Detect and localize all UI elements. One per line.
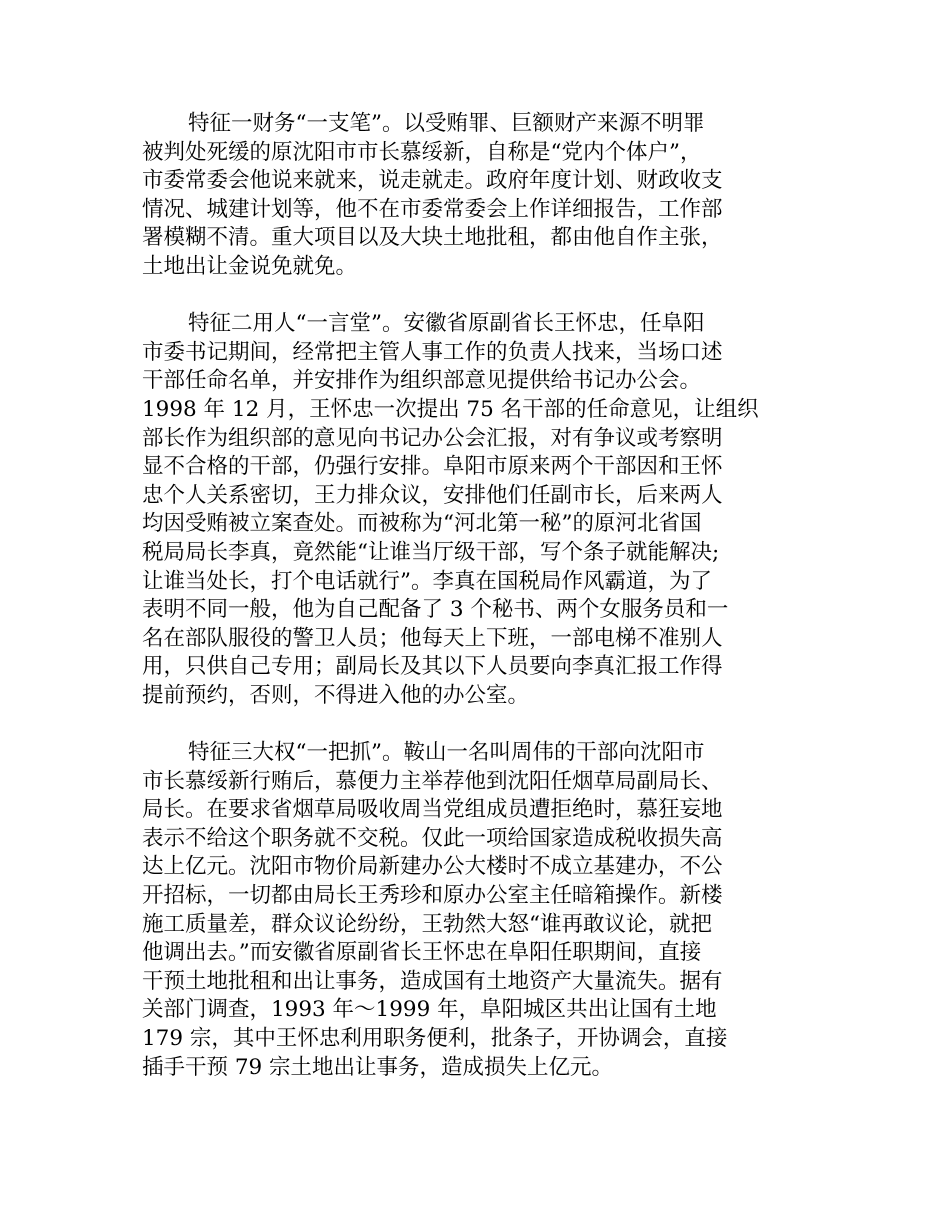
paragraph-line: 局长。在要求省烟草局吸收周当党组成员遭拒绝时，慕狂妄地 [142, 797, 723, 823]
paragraph-line: 名在部队服役的警卫人员；他每天上下班，一部电梯不准别人 [142, 625, 723, 651]
paragraph-gap [142, 282, 812, 311]
paragraph-line: 被判处死缓的原沈阳市市长慕绥新，自称是“党内个体户”， [142, 139, 702, 165]
paragraph-3 [142, 739, 812, 1082]
paragraph-line: 表明不同一般，他为自己配备了 3 个秘书、两个女服务员和一 [142, 597, 729, 623]
paragraph-line: 干部任命名单，并安排作为组织部意见提供给书记办公会。 [142, 368, 702, 394]
paragraph-gap [142, 710, 812, 739]
paragraph-line: 忠个人关系密切，王力排众议，安排他们任副市长，后来两人 [142, 482, 723, 508]
paragraph-line: 干预土地批租和出让事务，造成国有土地资产大量流失。据有 [142, 968, 723, 994]
paragraph-line: 达上亿元。沈阳市物价局新建办公大楼时不成立基建办，不公 [142, 854, 723, 880]
paragraph-line: 市委书记期间，经常把主管人事工作的负责人找来，当场口述 [142, 339, 723, 365]
paragraph-line: 让谁当处长，打个电话就行”。李真在国税局作风霸道，为了 [142, 568, 712, 594]
paragraph-line: 他调出去。”而安徽省原副省长王怀忠在阜阳任职期间，直接 [142, 940, 702, 966]
paragraph-line: 显不合格的干部，仍强行安排。阜阳市原来两个干部因和王怀 [142, 454, 723, 480]
paragraph-2 [142, 310, 812, 710]
paragraph-line: 特征二用人“一言堂”。安徽省原副省长王怀忠，任阜阳 [188, 311, 705, 337]
paragraph-line: 关部门调查，1993 年～1999 年，阜阳城区共出让国有土地 [142, 997, 717, 1023]
paragraph-line: 开招标，一切都由局长王秀珍和原办公室主任暗箱操作。新楼 [142, 883, 723, 909]
paragraph-line: 1998 年 12 月，王怀忠一次提出 75 名干部的任命意见，让组织 [142, 396, 759, 422]
paragraph-line: 表示不给这个职务就不交税。仅此一项给国家造成税收损失高 [142, 825, 723, 851]
paragraph-line: 特征三大权“一把抓”。鞍山一名叫周伟的干部向沈阳市 [188, 740, 705, 766]
paragraph-1 [142, 110, 812, 282]
paragraph-line: 部长作为组织部的意见向书记办公会汇报，对有争议或考察明 [142, 425, 723, 451]
paragraph-line: 179 宗，其中王怀忠利用职务便利，批条子，开协调会，直接 [142, 1026, 728, 1051]
paragraph-line: 市委常委会他说来就来，说走就走。政府年度计划、财政收支 [142, 168, 723, 194]
paragraph-line: 施工质量差，群众议论纷纷，王勃然大怒“谁再敢议论，就把 [142, 911, 712, 937]
paragraph-line: 用，只供自己专用；副局长及其以下人员要向李真汇报工作得 [142, 654, 723, 680]
paragraph-line: 署模糊不清。重大项目以及大块土地批租，都由他自作主张， [142, 225, 723, 251]
paragraph-line: 税局局长李真，竟然能“让谁当厅级干部，写个条子就能解决; [142, 539, 720, 565]
paragraph-line: 市长慕绥新行贿后，慕便力主举荐他到沈阳任烟草局副局长、 [142, 768, 723, 794]
paragraph-line: 特征一财务“一支笔”。以受贿罪、巨额财产来源不明罪 [188, 111, 705, 136]
paragraph-line: 情况、城建计划等，他不在市委常委会上作详细报告，工作部 [142, 196, 723, 222]
paragraph-line: 插手干预 79 宗土地出让事务，造成损失上亿元。 [142, 1054, 614, 1080]
paragraph-line: 土地出让金说免就免。 [142, 253, 358, 279]
document-page [142, 110, 812, 1082]
paragraph-line: 提前预约，否则，不得进入他的办公室。 [142, 682, 530, 708]
paragraph-line: 均因受贿被立案查处。而被称为“河北第一秘”的原河北省国 [142, 511, 702, 537]
